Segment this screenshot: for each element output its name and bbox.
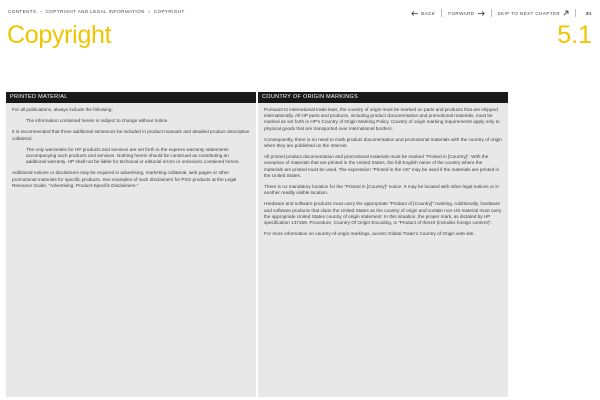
breadcrumb — [8, 9, 185, 14]
top-navigation-bar — [0, 0, 600, 22]
nav-divider — [575, 9, 576, 17]
skip-label: SKIP TO NEXT CHAPTER — [497, 10, 561, 16]
paragraph: There is no mandatory location for the “Printed in [Country]” notice. It may be located with other legal notices or in another readily visible location. — [264, 184, 500, 196]
nav-divider — [441, 9, 442, 17]
breadcrumb-section-link[interactable]: COPYRIGHT AND LEGAL INFORMATION — [45, 9, 145, 14]
back-button[interactable] — [411, 11, 435, 16]
skip-to-next-chapter-button[interactable] — [498, 10, 570, 16]
printed-material-panel — [6, 92, 256, 397]
paragraph: All printed product documentation and promotional materials must be marked “Printed in [Country]”. With the exception of materials that are printed in the United States, the full English name of the country where the materials are printed must be used. The expression “Printed in the US” may be used if the materials are printed in the United States. — [264, 154, 500, 178]
notice-text: The information contained herein is subject to change without notice. — [26, 118, 169, 124]
printed-material-heading: PRINTED MATERIAL — [6, 92, 256, 103]
paragraph: For all publications, always include the following: — [12, 107, 113, 112]
breadcrumb-current: COPYRIGHT — [153, 9, 185, 14]
paragraph: For more information on country-of-origin markings, access Global Trade’s Country of Origin web site. — [264, 231, 475, 237]
paragraph: It is recommended that three additional sentences be included in product manuals and detailed product descriptive collateral: — [12, 129, 250, 141]
page-title: Copyright — [7, 21, 112, 49]
page-number: 81 — [586, 10, 592, 16]
printed-material-body — [6, 103, 256, 189]
forward-button[interactable] — [448, 11, 484, 16]
page-navigation — [411, 9, 592, 17]
warranty-text: The only warranties for HP products and services are set forth in the express warranty statements accompanying such products and services. Nothing herein should be construed as constituting an additional warranty. HP shall not be liable for technical or editorial errors or omissions contained herein. — [26, 146, 240, 165]
paragraph: Additional notices or disclaimers may be required in advertising, marketing collateral, web pages or other promotional materials for specific products. See examples of such disclaimers for PSG products at the Legal Resource Guide, “Advertising: Product-Specific Disclaimers.” — [12, 170, 237, 188]
country-of-origin-body — [258, 103, 508, 237]
breadcrumb-contents-link[interactable]: CONTENTS — [8, 9, 37, 14]
breadcrumb-separator: » — [39, 9, 43, 14]
arrow-left-icon — [411, 11, 418, 16]
section-number: 5.1 — [557, 21, 592, 49]
arrow-right-icon — [478, 11, 485, 16]
paragraph: Pursuant to international trade laws, the country of origin must be marked on parts and products that are shipped internationally. All HP parts and products, including product documentation and promotional materials, must be marked as set forth in HP’s Country of Origin Marking Policy. Country of origin marking requirements apply only to physical goods that are transported over international borders. — [264, 107, 500, 131]
arrow-up-right-icon — [563, 10, 569, 16]
country-of-origin-panel — [258, 92, 508, 397]
paragraph: Consequently, there is no need to mark product documentation and promotional materials with the country of origin when they are published on the Internet. — [264, 136, 502, 149]
breadcrumb-separator: » — [147, 9, 151, 14]
back-label: BACK — [421, 10, 436, 16]
paragraph: Hardware and software products must carry the appropriate “Product of [Country]” marking. Additionally, hardware and software products that claim the United States as the country of origin and contain non-US material must carry the appropriate United States country of origin statement. In this situation, the proper mark, as dictated by HP specification 137169, Procedure, Country Of Origin Encoding, is “Product of theUS (includes foreign content)”. — [264, 201, 502, 226]
country-of-origin-heading: COUNTRY OF ORIGIN MARKINGS — [258, 92, 508, 103]
nav-divider — [491, 9, 492, 17]
forward-label: FORWARD — [448, 10, 475, 16]
